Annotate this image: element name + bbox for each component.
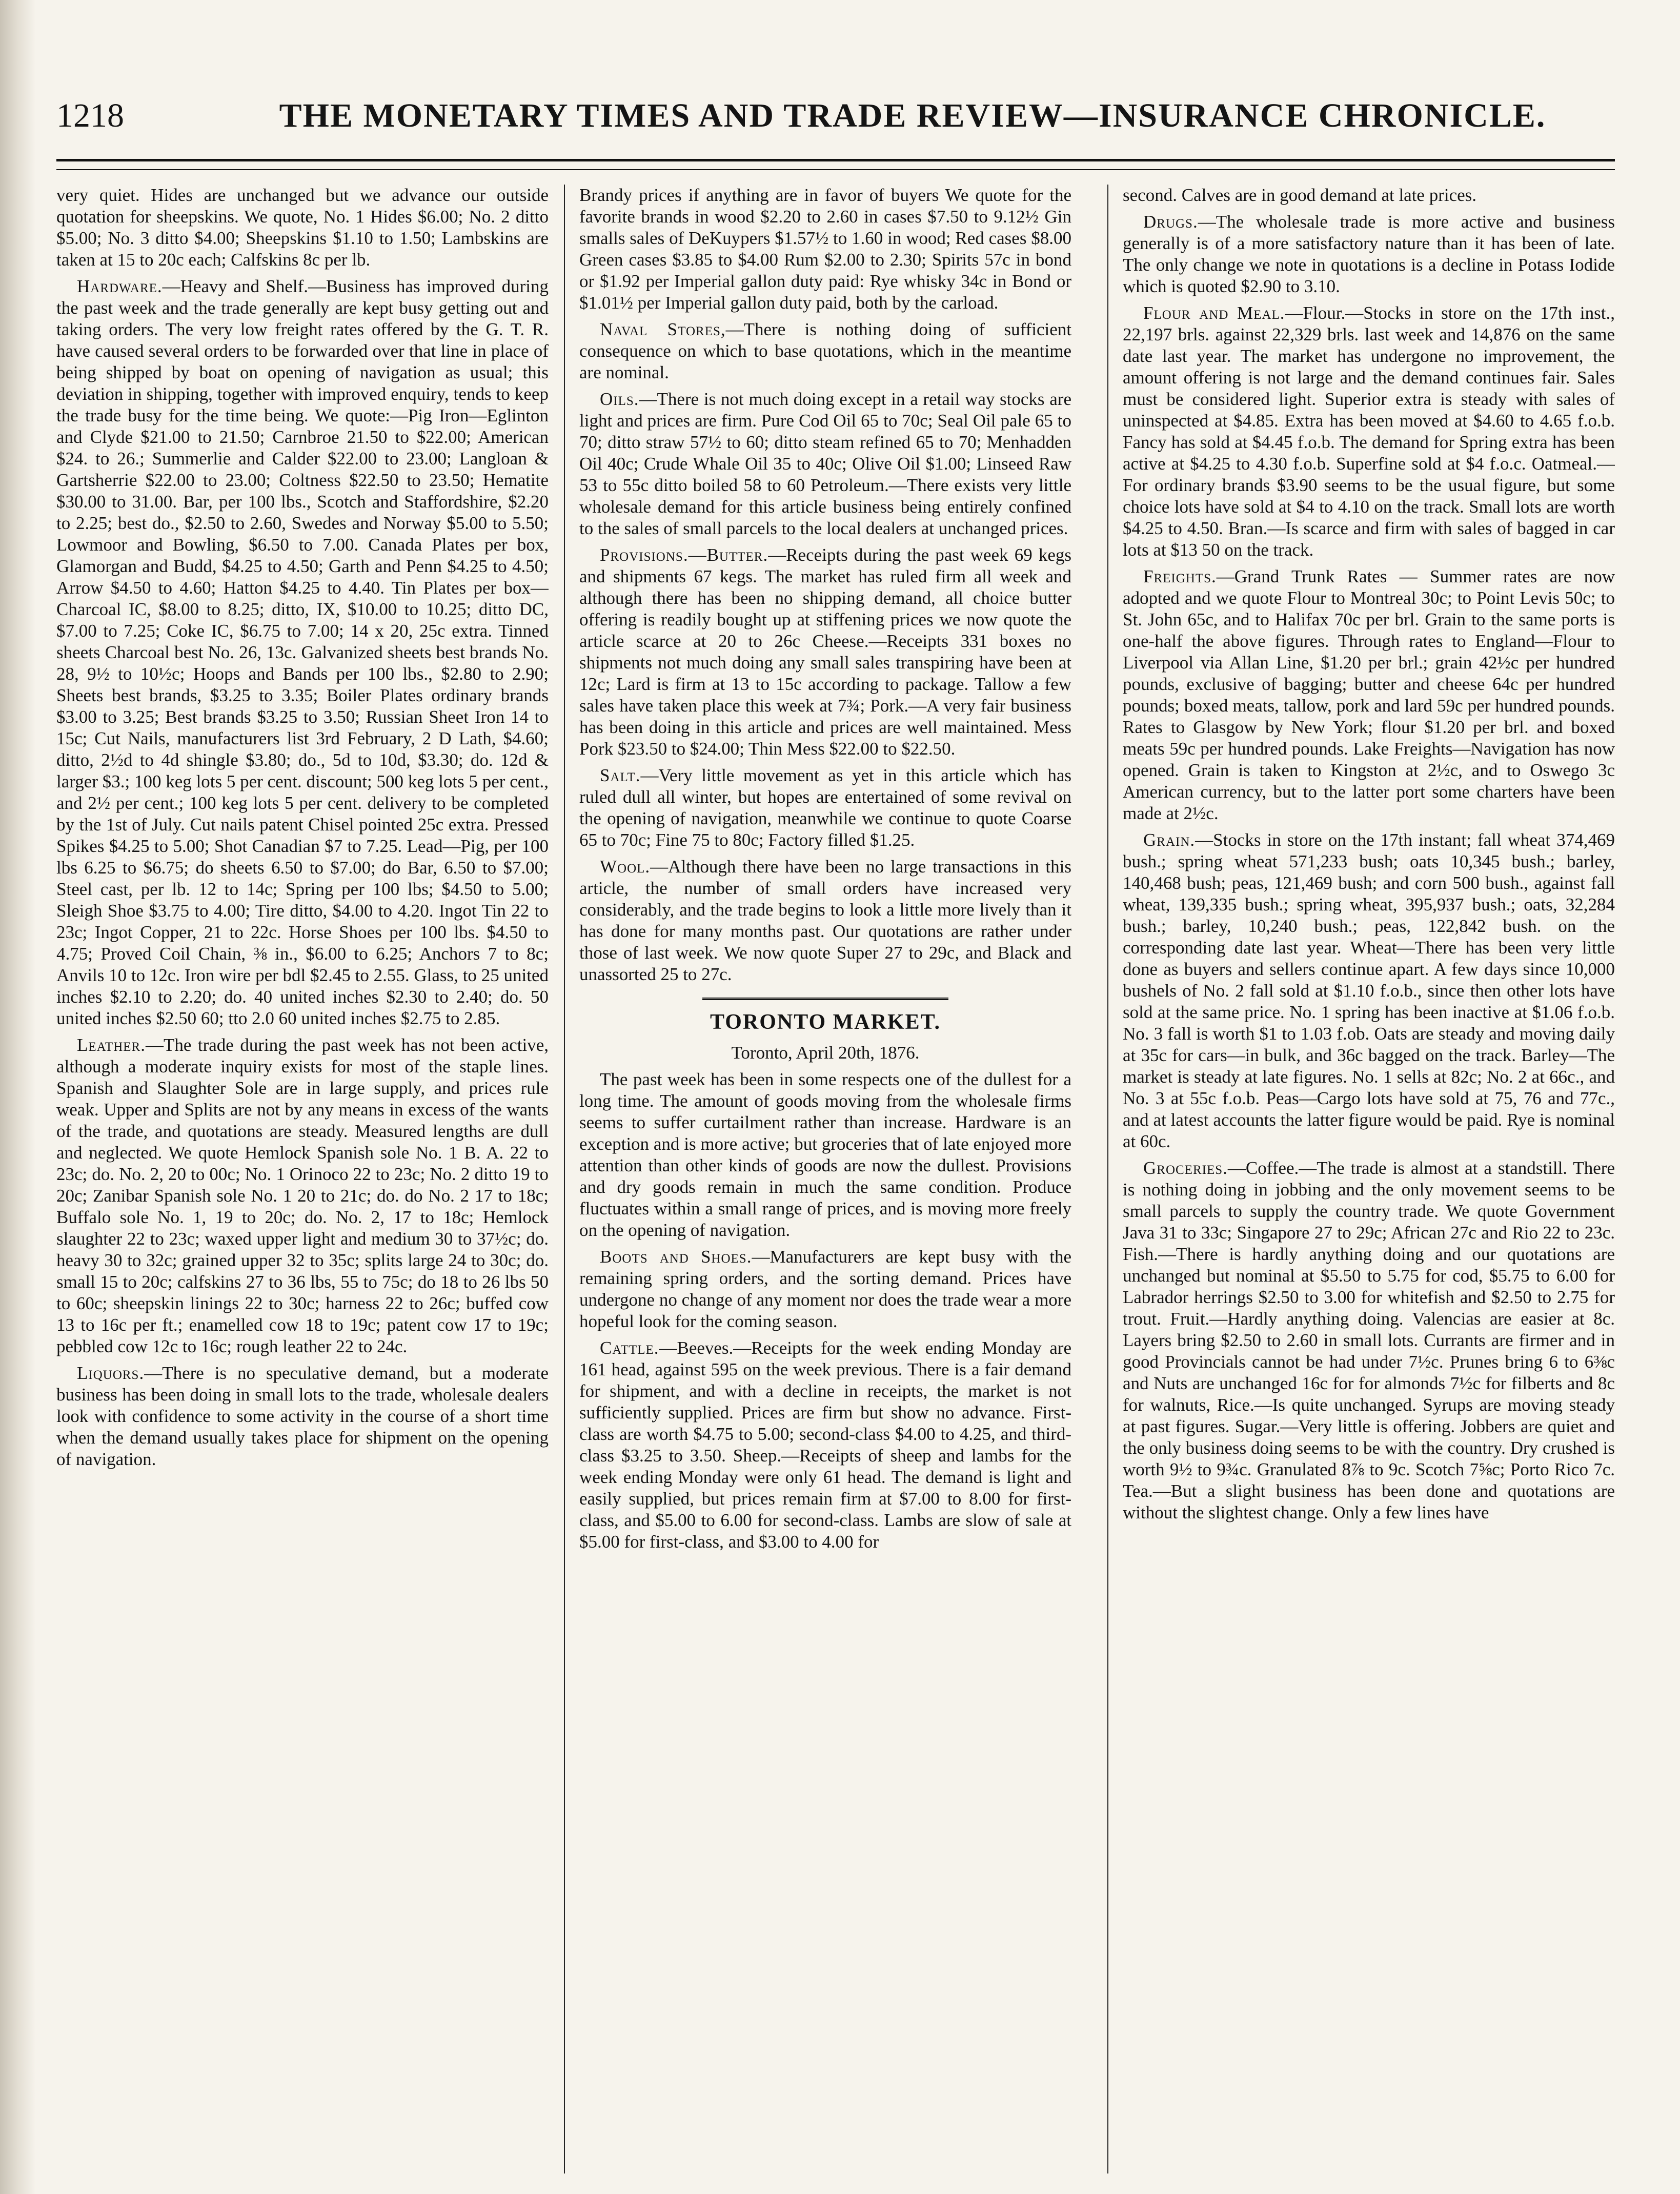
- paragraph-flour-meal: [1123, 302, 1615, 561]
- section-head-cattle: Cattle.: [600, 1338, 659, 1358]
- column-1: [56, 185, 549, 2184]
- section-head-boots-shoes: Boots and Shoes.: [600, 1247, 752, 1267]
- paragraph-naval-stores: [579, 319, 1071, 383]
- paragraph-provisions: [579, 544, 1071, 760]
- section-head-liquors: Liquors.: [77, 1363, 145, 1383]
- section-head-provisions: Provisions.—Butter.: [600, 545, 768, 565]
- flour-meal-body: —Flour.—Stocks in store on the 17th inst., 22,197 brls. against 22,329 brls. last week and 14,876 on the same date last year. The market has undergone no improvement, the amount offering is not large and the demand continues fair. Sales must be considered light. Superior extra is steady with sales of uninspected at $4.85. Extra has been moved at $4.60 to 4.65 f.o.b. Fancy has sold at $4.45 f.o.b. The demand for Spring extra has been active at $4.25 to 4.30 f.o.b. Superfine sold at $4 f.o.c. Oatmeal.—For ordinary brands $3.90 seems to be the usual figure, but some choice lots have sold at $4 to 4.10 on the track. Small lots are worth $4.25 to 4.50. Bran.—Is scarce and firm with sales of bagged in car lots at $13 50 on the track.: [1123, 303, 1615, 560]
- grain-body: —Stocks in store on the 17th instant; fall wheat 374,469 bush.; spring wheat 571,233 bush; oats 10,345 bush.; barley, 140,468 bush; peas, 121,469 bush; and corn 500 bush., against fall wheat, 139,335 bush.; spring wheat, 395,937 bush.; oats, 32,284 bush.; barley, 10,240 bush.; peas, 122,842 bush. on the corresponding date last year. Wheat—There has been very little done as buyers and sellers continue apart. A few days since 10,000 bushels of No. 2 fall sold at $1.10 f.o.b., since then other lots have sold at the same price. No. 1 spring has been inactive at $1.06 f.o.b. No. 3 fall is worth $1 to 1.03 f.ob. Oats are steady and moving daily at 35c for cars—in bulk, and 36c bagged on the track. Barley—The market is steady at late figures. No. 1 sells at 82c; No. 2 at 66c., and No. 3 at 55c f.o.b. Peas—Cargo lots have sold at 75, 76 and 77c., and at latest accounts the latter figure would be paid. Rye is nominal at 60c.: [1123, 830, 1615, 1151]
- column-3: [1123, 185, 1615, 2184]
- paragraph-freights: [1123, 566, 1615, 824]
- freights-body: —Grand Trunk Rates — Summer rates are now adopted and we quote Flour to Montreal 30c; to Point Levis 50c; to St. John 65c, and to Halifax 70c per brl. Grain to the same ports is one-half the above figures. Through rates to England—Flour to Liverpool via Allan Line, $1.20 per brl.; grain 42½c per hundred pounds, exclusive of bagging; butter and cheese 64c per hundred pounds; boxed meats, tallow, pork and lard 59c per hundred pounds. Rates to Glasgow by New York; flour $1.20 per brl. and boxed meats 59c per hundred pounds. Lake Freights—Navigation has now opened. Grain is taken to Kingston at 2½c, and to Oswego 3c American currency, but to the latter port some charters have been made at 2½c.: [1123, 566, 1615, 823]
- section-head-wool: Wool.: [600, 857, 651, 877]
- paragraph-cattle: [579, 1337, 1071, 1553]
- page-number: 1218: [56, 97, 124, 134]
- naval-stores-body: —There is nothing doing of sufficient consequence on which to base quotations, which in the meantime are nominal.: [579, 319, 1071, 382]
- paragraph-salt: [579, 765, 1071, 851]
- hardware-body: —Heavy and Shelf.—Business has improved during the past week and the trade generally are kept busy getting out and taking orders. The very low freight rates offered by the G. T. R. have caused several orders to be forwarded over that line in place of being shipped by boat on opening of navigation as usual; this deviation in shipping, together with improved enquiry, tends to keep the trade busy for the time being. We quote:—Pig Iron—Eglinton and Clyde $21.00 to 21.50; Carnbroe 21.50 to $22.00; American $24. to 26.; Summerlie and Calder $22.00 to 23.00; Langloan & Gartsherrie $22.00 to 23.00; Coltness $22.50 to 23.50; Hematite $30.00 to 31.00. Bar, per 100 lbs., Scotch and Staffordshire, $2.20 to 2.25; best do., $2.50 to 2.60, Swedes and Norway $5.00 to 5.50; Lowmoor and Bowling, $6.50 to 7.00. Canada Plates per box, Glamorgan and Budd, $4.25 to 4.50; Garth and Penn $4.25 to 4.50; Arrow $4.50 to 4.60; Hatton $4.25 to 4.40. Tin Plates per box—Charcoal IC, $8.00 to 8.25; ditto, IX, $10.00 to 10.25; ditto DC, $7.00 to 7.25; Coke IC, $6.75 to 7.00; 14 x 20, 25c extra. Tinned sheets Charcoal best No. 26, 13c. Galvanized sheets best brands No. 28, 9½ to 10½c; Hoops and Bands per 100 lbs., $2.80 to 2.90; Sheets best brands, $3.25 to 3.35; Boiler Plates ordinary brands $3.00 to 3.25; Best brands $3.25 to 3.50; Russian Sheet Iron 14 to 15c; Cut Nails, manufacturers list 3rd February, 2 D Lath, $4.60; ditto, 2½d to 4d shingle $3.80; do., 5d to 10d, $3.30; do. 12d & larger $3.; 100 keg lots 5 per cent. discount; 500 keg lots 5 per cent., and 2½ per cent.; 100 keg lots 5 per cent. delivery to be completed by the 1st of July. Cut nails patent Chisel pointed 25c extra. Pressed Spikes $4.25 to 5.00; Shot Canadian $7 to 7.25. Lead—Pig, per 100 lbs 6.25 to $6.75; do sheets 6.50 to $7.00; do Bar, 6.50 to $7.00; Steel cast, per lb. 12 to 14c; Spring per 100 lbs; $4.50 to 5.00; Sleigh Shoe $3.75 to 4.00; Tire ditto, $4.00 to 4.20. Ingot Tin 22 to 23c; Ingot Copper, 21 to 22c. Horse Shoes per 100 lbs. $4.50 to 4.75; Proved Coil Chain, ⅜ in., $6.00 to 6.25; Anchors 7 to 8c; Anvils 10 to 12c. Iron wire per bdl $2.45 to 2.55. Glass, to 25 united inches $2.10 to 2.20; do. 40 united inches $2.30 to 2.40; do. 50 united inches $2.50 60; tto 2.0 60 united inches $2.75 to 2.85.: [56, 276, 549, 1028]
- section-head-oils: Oils.: [600, 389, 639, 409]
- header-rule-thick: [56, 159, 1615, 161]
- toronto-market-title: TORONTO MARKET.: [710, 1010, 941, 1034]
- section-divider: [702, 998, 948, 1002]
- masthead-title: THE MONETARY TIMES AND TRADE REVIEW—INSURANCE CHRONICLE.: [279, 97, 1546, 134]
- paragraph-boots-shoes: [579, 1246, 1071, 1332]
- cattle-body: —Beeves.—Receipts for the week ending Monday are 161 head, against 595 on the week previous. There is a fair demand for shipment, and with a decline in receipts, the market is not sufficiently supplied. Prices are firm but show no advance. First-class are worth $4.75 to 5.00; second-class $4.00 to 4.25, and third-class $3.25 to 3.50. Sheep.—Receipts of sheep and lambs for the week ending Monday were only 61 head. The demand is light and easily supplied, but prices remain firm at $7.00 to 8.00 for first-class, and $5.00 to 6.00 for second-class. Lambs are slow of sale at $5.00 for first-class, and $3.00 to 4.00 for: [579, 1338, 1071, 1552]
- paragraph-brandy: Brandy prices if anything are in favor of buyers We quote for the favorite brands in wood $2.20 to 2.60 in cases $7.50 to 9.12½ Gin smalls sales of DeKuypers $1.57½ to 1.60 in wood; Red cases $8.00 Green cases $3.85 to $4.00 Rum $2.00 to 2.30; Spirits 57c in bond or $1.92 per Imperial gallon duty paid: Rye whisky 34c in Bond or $1.01½ per Imperial gallon duty paid, both by the carload.: [579, 185, 1071, 313]
- liquors-body: —There is no speculative demand, but a moderate business has been doing in small lots to the trade, wholesale dealers look with confidence to some activity in the course of a short time when the demand usually takes place for shipment on the opening of navigation.: [56, 1363, 549, 1469]
- paragraph-leather: [56, 1034, 549, 1357]
- page-spine-shadow: [0, 0, 36, 2194]
- section-head-drugs: Drugs.: [1143, 212, 1198, 232]
- section-head-groceries: Groceries.: [1143, 1158, 1228, 1178]
- paragraph-toronto-intro: The past week has been in some respects one of the dullest for a long time. The amount of goods moving from the wholesale firms seems to suffer curtailment rather than increase. Hardware is an exception and is more active; but groceries that of late enjoyed more attention than other kinds of goods are now the dullest. Provisions and dry goods remain in much the same condition. Produce fluctuates within a small range of prices, and is moving more freely on the opening of navigation.: [579, 1069, 1071, 1240]
- provisions-body: —Receipts during the past week 69 kegs and shipments 67 kegs. The market has ruled firm all week and although there has been no shipping demand, all choice butter offering is readily bought up at stiffening prices we now quote the article scarce at 20 to 26c Cheese.—Receipts 331 boxes no shipments not much doing any small sales transpiring have been at 12c; Lard is firm at 13 to 15c according to package. Tallow a few sales have taken place this week at 7¾; Pork.—A very fair business has been doing in this article and prices are well maintained. Mess Pork $23.50 to $24.00; Thin Mess $22.00 to $22.50.: [579, 545, 1071, 759]
- drugs-body: —The wholesale trade is more active and business generally is of a more satisfactory nature than it has been of late. The only change we note in quotations is a decline in Potass Iodide which is quoted $2.90 to 3.10.: [1123, 212, 1615, 296]
- paragraph-drugs: [1123, 211, 1615, 297]
- column-divider-1: [564, 185, 565, 2173]
- paragraph-liquors: [56, 1363, 549, 1470]
- section-head-leather: Leather.: [77, 1035, 146, 1055]
- section-head-freights: Freights.: [1143, 566, 1217, 586]
- oils-body: —There is not much doing except in a retail way stocks are light and prices are firm. Pure Cod Oil 65 to 70c; Seal Oil pale 65 to 70; ditto straw 57½ to 60; ditto steam refined 65 to 70; Menhadden Oil 40c; Crude Whale Oil 35 to 40c; Olive Oil $1.00; Linseed Raw 53 to 55c ditto boiled 58 to 60 Petroleum.—There exists very little wholesale demand for this article business being entirely confined to the sales of small parcels to the local dealers at unchanged prices.: [579, 389, 1071, 538]
- section-head-naval-stores: Naval Stores,: [600, 319, 726, 339]
- paragraph-oils: [579, 389, 1071, 539]
- paragraph-hides: very quiet. Hides are unchanged but we advance our outside quotation for sheepskins. We quote, No. 1 Hides $6.00; No. 2 ditto $5.00; No. 3 ditto $4.00; Sheepskins $1.10 to 1.50; Lambskins are taken at 15 to 20c each; Calfskins 8c per lb.: [56, 185, 549, 270]
- column-divider-2: [1107, 185, 1108, 2173]
- paragraph-grain: [1123, 829, 1615, 1152]
- section-head-hardware: Hardware.: [77, 276, 163, 296]
- column-2: [579, 185, 1071, 2184]
- paragraph-calves: second. Calves are in good demand at late prices.: [1123, 185, 1477, 205]
- paragraph-wool: [579, 856, 1071, 985]
- paragraph-groceries: [1123, 1157, 1615, 1523]
- wool-body: —Although there have been no large transactions in this article, the number of small orders have increased very considerably, and the trade begins to look a little more lively than it has done for many months past. Our quotations are rather under those of last week. We now quote Super 27 to 29c, and Black and unassorted 25 to 27c.: [579, 857, 1071, 984]
- toronto-dateline: Toronto, April 20th, 1876.: [731, 1043, 920, 1063]
- section-head-flour-meal: Flour and Meal.: [1143, 303, 1285, 323]
- salt-body: —Very little movement as yet in this article which has ruled dull all winter, but hopes are entertained of some revival on the opening of navigation, meanwhile we continue to quote Coarse 65 to 70c; Fine 75 to 80c; Factory filled $1.25.: [579, 765, 1071, 850]
- boots-shoes-body: —Manufacturers are kept busy with the remaining spring orders, and the sorting demand. Prices have undergone no change of any moment nor does the trade wear a more hopeful look for the coming season.: [579, 1247, 1071, 1331]
- header-rule-thin: [56, 169, 1615, 170]
- leather-body: —The trade during the past week has not been active, although a moderate inquiry exists for most of the staple lines. Spanish and Slaughter Sole are in large supply, and prices rule weak. Upper and Splits are not by any means in excess of the wants of the trade, and quotations are steady. Measured lengths are dull and neglected. We quote Hemlock Spanish sole No. 1 B. A. 22 to 23c; do. No. 2, 20 to 00c; No. 1 Orinoco 22 to 23c; No. 2 ditto 19 to 20c; Zanibar Spanish sole No. 1 20 to 21c; do. do No. 2 17 to 18c; Buffalo sole No. 1, 19 to 20c; do. No. 2, 17 to 18c; Hemlock slaughter 22 to 23c; waxed upper light and medium 30 to 37½c; do. heavy 30 to 32c; grained upper 32 to 35c; splits large 24 to 30c; do. small 15 to 20c; calfskins 27 to 36 lbs, 55 to 75c; do 18 to 26 lbs 50 to 60c; sheepskin linings 22 to 30c; harness 22 to 26c; buffed cow 13 to 16c per ft.; enamelled cow 18 to 19c; patent cow 17 to 19c; pebbled cow 12c to 16c; rough leather 22 to 24c.: [56, 1035, 549, 1356]
- paragraph-hardware: [56, 276, 549, 1029]
- page-header: [56, 82, 1615, 159]
- section-head-salt: Salt.: [600, 765, 641, 785]
- section-head-grain: Grain.: [1143, 830, 1196, 850]
- groceries-body: —Coffee.—The trade is almost at a standstill. There is nothing doing in jobbing and the only movement seems to be small parcels to supply the country trade. We quote Government Java 31 to 33c; Singapore 27 to 29c; African 27c and Rio 22 to 23c. Fish.—There is hardly anything doing and our quotations are unchanged but nominal at $5.50 to 5.75 for cod, $5.75 to 6.00 for Labrador herrings $2.50 to 3.00 for whitefish and $2.50 to 2.75 for trout. Fruit.—Hardly anything doing. Valencias are easier at 8c. Layers bring $2.50 to 2.60 in small lots. Currants are firmer and in good Provincials cannot be had under 7½c. Prunes bring 6 to 6⅜c and Nuts are unchanged 16c for for almonds 7½c for filberts and 8c for walnuts, Rice.—Is quite unchanged. Syrups are moving steady at past figures. Sugar.—Very little is offering. Jobbers are quiet and the only business doing seems to be with the country. Dry crushed is worth 9½ to 9¾c. Granulated 8⅞ to 9c. Scotch 7⅝c; Porto Rico 7c. Tea.—But a slight business has been done and quotations are without the slightest change. Only a few lines have: [1123, 1158, 1615, 1522]
- newspaper-page: [56, 82, 1615, 2173]
